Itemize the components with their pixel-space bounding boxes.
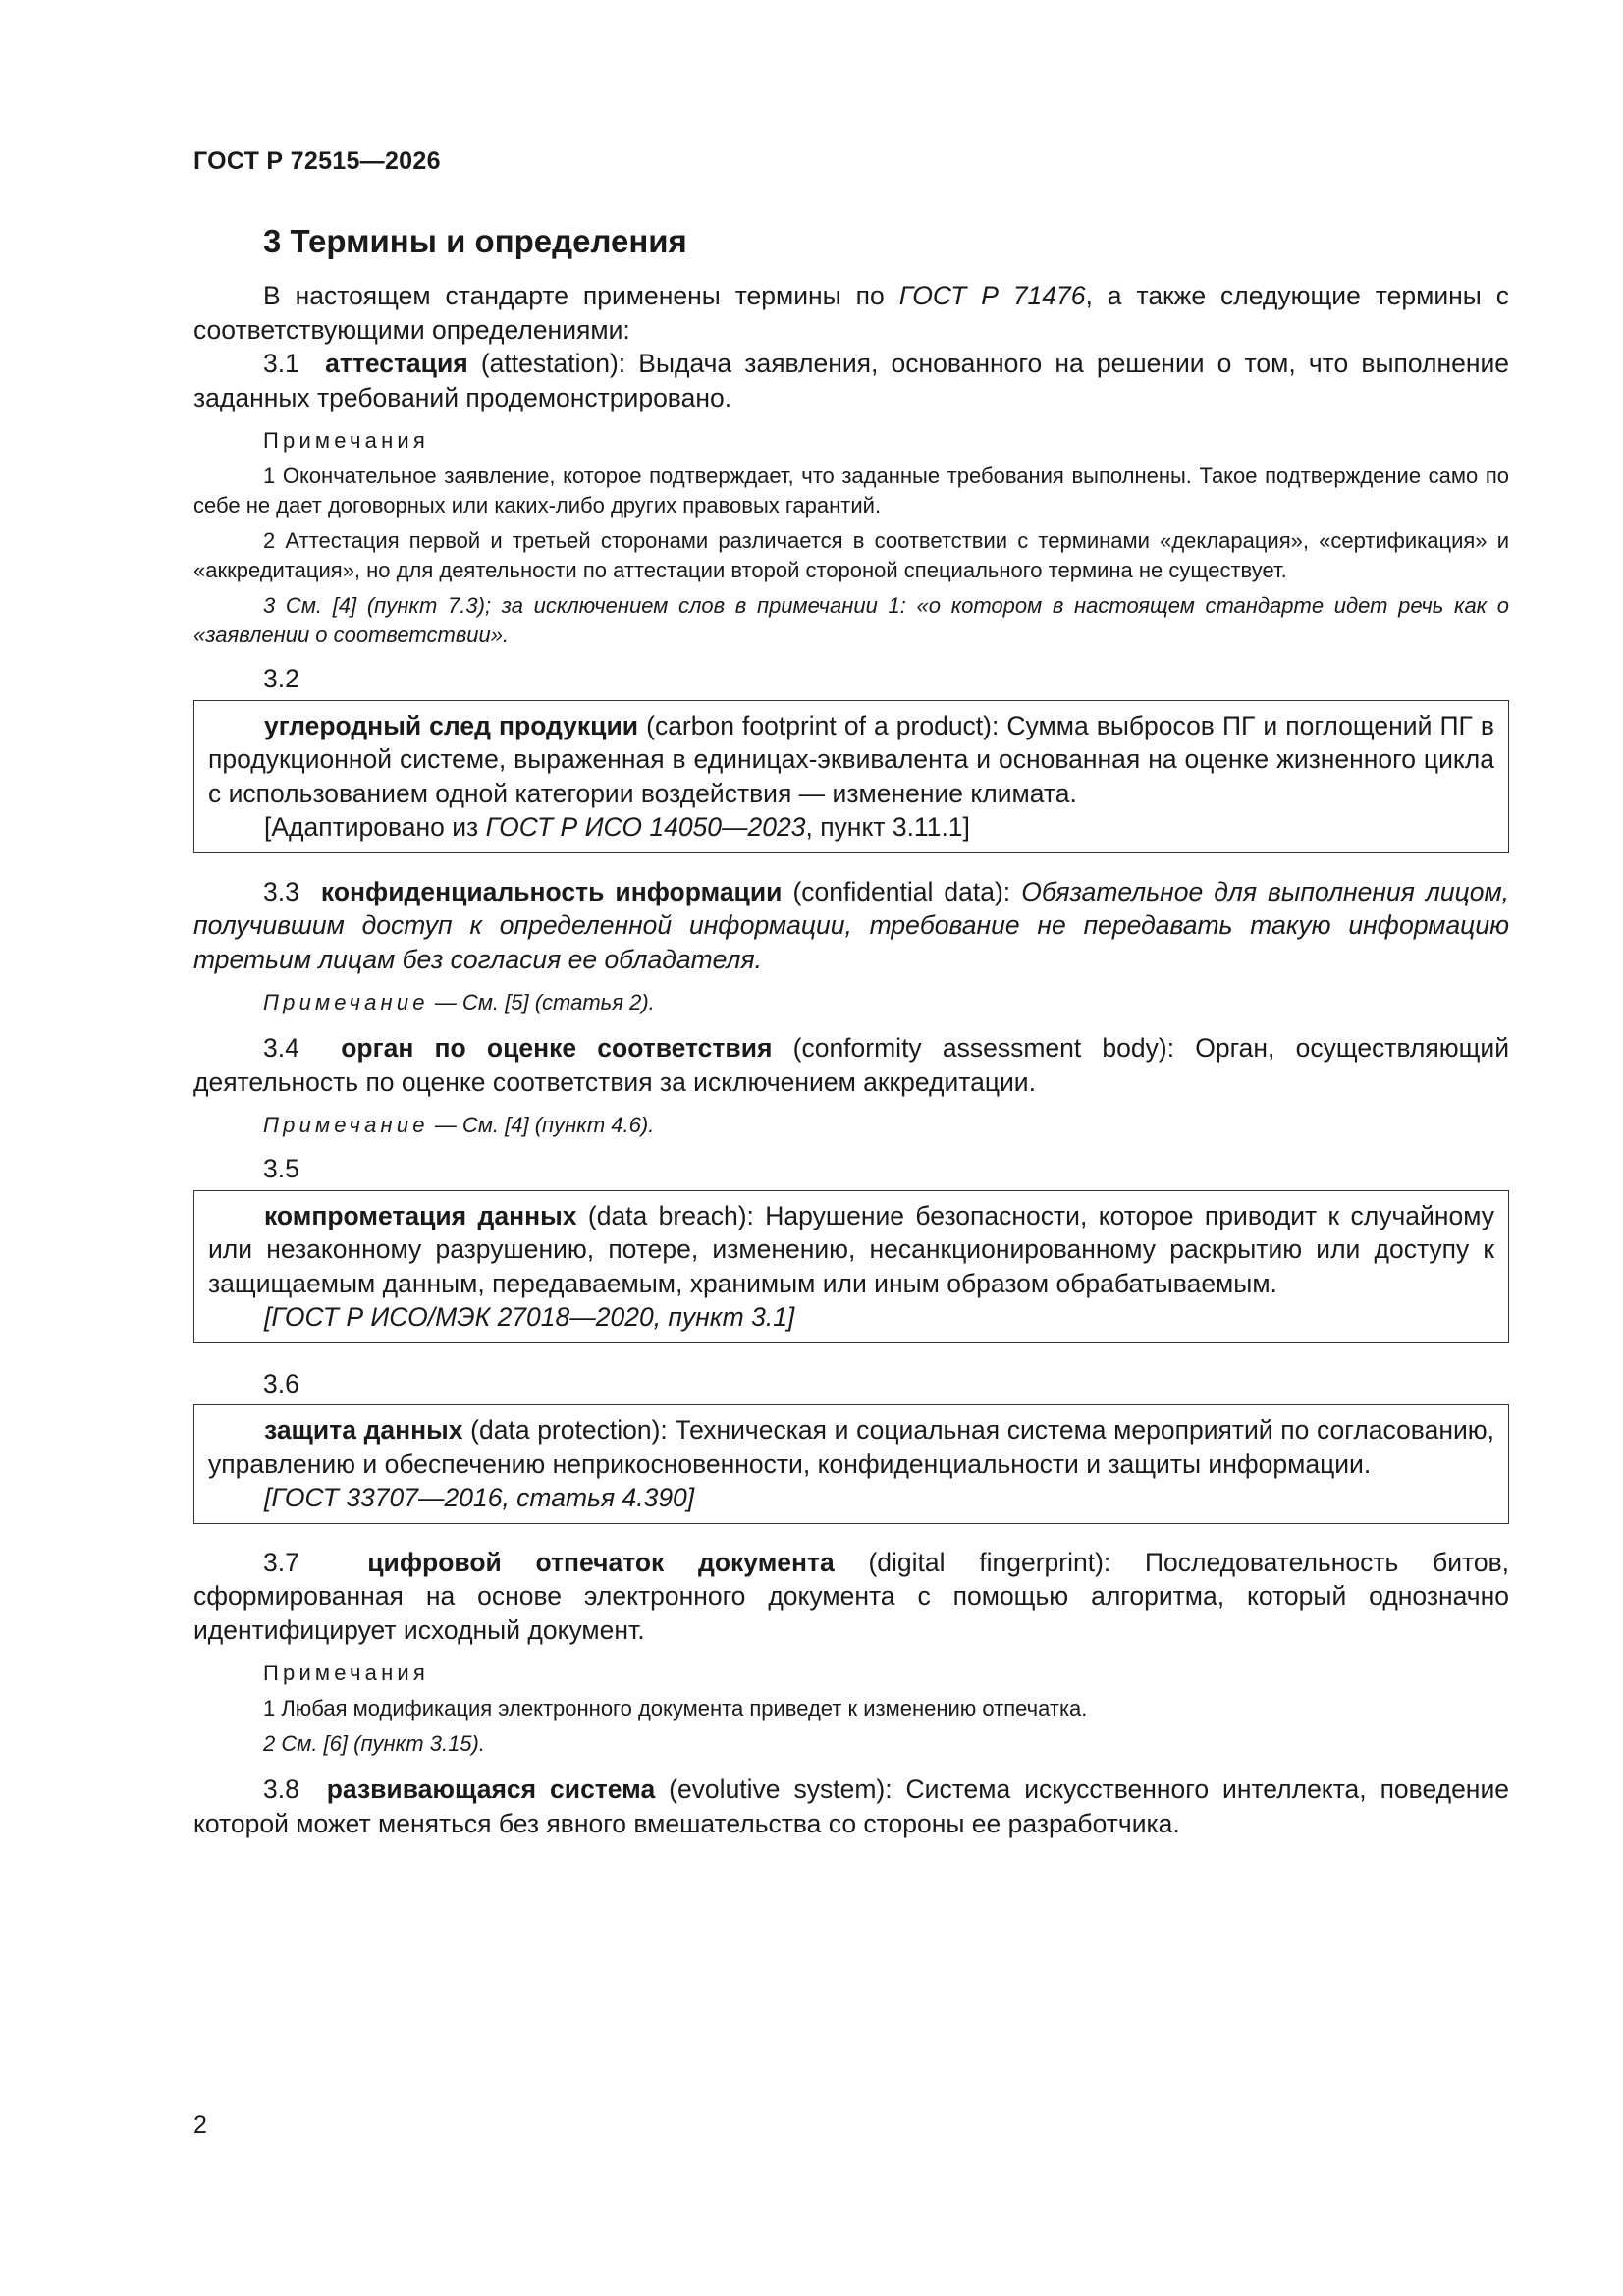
note-2: 2 См. [6] (пункт 3.15). (263, 1731, 485, 1756)
document-content (193, 279, 1509, 1840)
note-2: 2 Аттестация первой и третьей сторонами различается в соответствии с терминами «декларация», «сертификация» и «аккредитация», но для деятельности по аттестации второй стороной специального термина не существует. (193, 528, 1509, 582)
term-name: орган по оценке соответствия (341, 1033, 773, 1063)
term-3-8: 3.8 развивающаяся система (evolutive system): Система искусственного интеллекта, поведение которой может меняться без явного вмешательства со стороны ее разработчика. (193, 1775, 1509, 1838)
notes-heading: Примечания (263, 1661, 430, 1685)
term-source: [ГОСТ 33707—2016, статья 4.390] (264, 1483, 695, 1512)
page-number: 2 (193, 2111, 207, 2139)
term-3-5: компрометация данных (data breach): Нарушение безопасности, которое приводит к случайному или незаконному разрушению, потере, изменению, несанкционированному раскрытию или доступу к защищаемым данным, передаваемым, хранимым или иным образом обрабатываемым. (208, 1200, 1494, 1298)
term-source: [ГОСТ Р ИСО/МЭК 27018—2020, пункт 3.1] (264, 1302, 795, 1332)
term-3-5-number: 3.5 (263, 1154, 299, 1183)
document-header: ГОСТ Р 72515—2026 (193, 147, 441, 175)
note-1: 1 Окончательное заявление, которое подтверждает, что заданные требования выполнены. Такое подтверждение само по себе не дает договорных или каких-либо других правовых гарантий. (193, 464, 1509, 518)
note-1: 1 Любая модификация электронного документа приведет к изменению отпечатка. (263, 1696, 1088, 1721)
term-name: конфиденциальность информации (320, 876, 783, 906)
term-name: развивающаяся система (326, 1775, 656, 1804)
term-3-6: защита данных (data protection): Техническая и социальная система мероприятий по согласованию, управлению и обеспечению неприкосновенности, конфиденциальности и защиты информации. (208, 1415, 1494, 1479)
term-name: компрометация данных (264, 1200, 577, 1230)
intro-paragraph: В настоящем стандарте применены термины по ГОСТ Р 71476, а также следующие термины с соответствующими определениями: (193, 281, 1509, 345)
note-line: Примечание — См. [5] (статья 2). (263, 990, 655, 1014)
term-3-6-number: 3.6 (263, 1368, 299, 1398)
note-line: Примечание — См. [4] (пункт 4.6). (263, 1113, 655, 1137)
section-title: 3 Термины и определения (263, 223, 687, 259)
term-source: [Адаптировано из ГОСТ Р ИСО 14050—2023, пункт 3.11.1] (264, 812, 970, 842)
term-name: защита данных (264, 1415, 463, 1445)
term-3-2-number: 3.2 (263, 664, 299, 693)
term-3-3: 3.3 конфиденциальность информации (confidential data): Обязательное для выполнения лицом, получившим доступ к определенной информации, требование не передавать такую информацию третьим лицам без согласия ее обладателя. (193, 876, 1509, 974)
term-3-1: 3.1 аттестация (attestation): Выдача заявления, основанного на решении о том, что выполнение заданных требований продемонстрировано. (193, 349, 1510, 412)
note-3: 3 См. [4] (пункт 7.3); за исключением слов в примечании 1: «о котором в настоящем стандарте идет речь как о «заявлении о соответствии». (193, 593, 1509, 647)
term-name: углеродный след продукции (264, 710, 639, 740)
term-3-2: углеродный след продукции (carbon footprint of a product): Сумма выбросов ПГ и поглощений ПГ в продукционной системе, выраженная в единицах-эквивалента и основанная на оценке жизненного цикла с использованием одной категории воздействия — изменение климата. (208, 710, 1494, 808)
term-3-7: 3.7 цифровой отпечаток документа (digital fingerprint): Последовательность битов, сформированная на основе электронного документа с помощью алгоритма, который однозначно идентифицирует исходный документ. (193, 1547, 1510, 1645)
term-name: аттестация (325, 349, 468, 378)
term-name: цифровой отпечаток документа (367, 1547, 835, 1577)
intro-reference: ГОСТ Р 71476 (898, 281, 1086, 310)
notes-heading: Примечания (263, 428, 430, 453)
term-3-5-box (193, 1190, 1509, 1343)
term-3-6-box (193, 1404, 1509, 1524)
term-3-2-box (193, 700, 1509, 853)
term-3-4: 3.4 орган по оценке соответствия (conformity assessment body): Орган, осуществляющий деятельность по оценке соответствия за исключением аккредитации. (193, 1033, 1510, 1097)
